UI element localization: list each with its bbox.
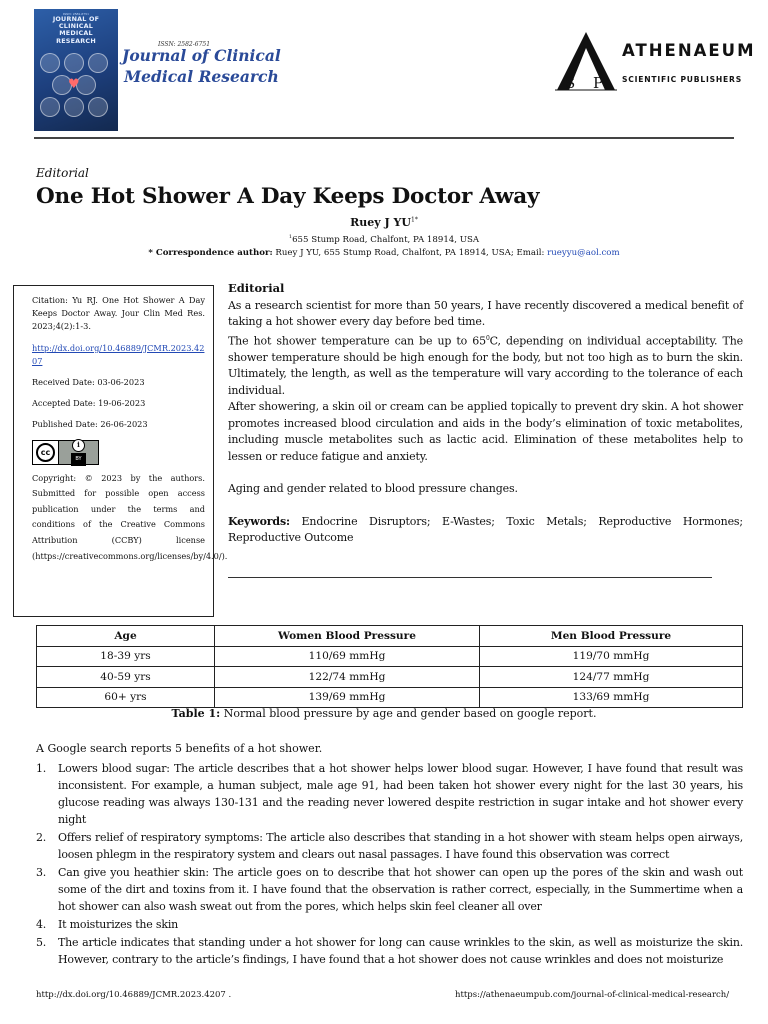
table-row [37,646,743,667]
cover-icon [64,97,84,117]
cover-icon [88,97,108,117]
cover-icon [40,53,60,73]
cover-title [38,16,114,45]
keywords [228,514,743,547]
author-marks: 1* [411,216,418,224]
table-cell: 18-39 yrs [37,646,215,667]
list-item: 4. It moisturizes the skin [36,918,179,931]
by-label: BY [71,453,85,466]
svg-text:P: P [593,74,604,92]
cover-icon [88,53,108,73]
keywords-label: Keywords: [228,514,290,528]
cover-title-line: MEDICAL [59,29,93,38]
cover-title-line: JOURNAL OF [52,15,100,23]
journal-name-line2: Medical Research [124,67,279,86]
cover-title-line: CLINICAL [58,22,94,31]
table-caption-label: Table 1: [171,707,221,720]
benefits-list [36,760,743,969]
list-item: 1. Lowers blood sugar: The article describes that a hot shower helps lower blood sugar. However, I have found that result was inconsistent. For example, a human subject, male age 91, had been taken hot shower every night for the last 30 years, his glucose reading was always 130-131 and the reading never lowered despite restriction in sugar intake and hot shower every night [36,762,743,826]
table-header-row [37,626,743,647]
published-date: Published Date: 26-06-2023 [32,419,148,430]
column-header: Age [37,626,215,647]
column-header: Men Blood Pressure [480,626,743,647]
section-heading: Editorial [228,281,285,295]
cover-icon [64,53,84,73]
correspondence-text: Ruey J YU, 655 Stump Road, Chalfont, PA 18914, USA; Email: [275,248,545,258]
keywords-text: Endocrine Disruptors; E-Wastes; Toxic Metals; Reproductive Hormones; Reproductive Outcome [228,514,743,545]
cc-by-license-icon[interactable] [32,440,99,465]
table-cell: 122/74 mmHg [215,667,480,688]
publisher-subtitle: SCIENTIFIC PUBLISHERS [622,75,742,84]
list-item: 3. Can give you heathier skin: The article goes on to describe that hot shower can open up the pores of the skin and wash out some of the dirt and toxins from it. I have found that the observation is rather correct, especially, in the Summertime when a hot shower can also wash sweat out from the pores, which helps skin feel cleaner all over [36,866,743,913]
footer-doi-link[interactable]: http://dx.doi.org/10.46889/JCMR.2023.4207 . [36,990,232,1000]
table-caption [0,707,768,720]
journal-name [122,45,281,87]
citation: Citation: Yu RJ. One Hot Shower A Day Keeps Doctor Away. Jour Clin Med Res. 2023;4(2):1-3. [32,295,205,332]
table-caption-text: Normal blood pressure by age and gender based on google report. [223,707,597,720]
blood-pressure-table [36,625,743,708]
table-cell: 133/69 mmHg [480,687,743,708]
correspondence-label: * Correspondence author: [148,248,273,258]
received-date: Received Date: 03-06-2023 [32,377,145,388]
author-line [0,216,768,229]
list-item: 5. The article indicates that standing under a hot shower for long can cause wrinkles to the skin, as well as moisturize the skin. However, contrary to the article’s findings, I have found that a hot shower does not cause wrinkles and does not moisturize [36,936,743,966]
paragraph: Aging and gender related to blood pressure changes. [228,482,518,496]
table-cell: 110/69 mmHg [215,646,480,667]
table-cell: 119/70 mmHg [480,646,743,667]
author-name: Ruey J YU [350,216,411,229]
paragraph: The hot shower temperature can be up to $65^0C$, depending on individual acceptability. The shower temperature should be high enough for the body, but not too high as to burn the skin. Ultimately, the length, as well as the temperature will vary according to the tolerance of each individual. [228,334,743,397]
journal-issn: ISSN: 2582-6751 [158,41,211,48]
list-intro: A Google search reports 5 benefits of a hot shower. [36,742,323,755]
table-cell: 40-59 yrs [37,667,215,688]
heart-icon: ♥ [68,77,80,92]
correspondence [0,248,768,258]
table-cell: 139/69 mmHg [215,687,480,708]
publisher-name: ATHENAEUM [622,41,756,60]
athenaeum-logo-icon [553,30,619,92]
correspondence-email-link[interactable]: rueyyu@aol.com [547,248,620,258]
table-row [37,687,743,708]
list-item: 2. Offers relief of respiratory symptoms: The article also describes that standing in a hot shower with steam helps open airways, loosen phlegm in the respiratory system and clears out nasal passages. I have found this observation was correct [36,831,743,861]
cc-icon: cc [36,443,55,462]
svg-text:S: S [565,74,576,92]
journal-name-line1: Journal of Clinical [122,46,281,65]
table-row [37,667,743,688]
cover-issn: ISSN: 2582-6751 [62,12,89,16]
section-divider [228,577,712,578]
cover-title-line: RESEARCH [56,36,96,45]
footer-journal-link[interactable]: https://athenaeumpub.com/journal-of-clinical-medical-research/ [455,990,730,1000]
paragraph: After showering, a skin oil or cream can be applied topically to prevent dry skin. A hot shower promotes increased blood circulation and aids in the body’s elimination of toxic metabolites, including muscle metabolites such as lactic acid. Elimination of these metabolites help to lessen or reduce fatigue and anxiety. [228,400,743,463]
column-header: Women Blood Pressure [215,626,480,647]
article-type: Editorial [36,166,89,180]
accepted-date: Accepted Date: 19-06-2023 [32,398,146,409]
affiliation [0,234,768,245]
editorial-section [228,280,743,547]
table-cell: 60+ yrs [37,687,215,708]
journal-cover-image [34,9,118,131]
affiliation-mark: 1 [288,234,293,240]
affiliation-text: 655 Stump Road, Chalfont, PA 18914, USA [292,234,480,245]
copyright-notice: Copyright: © 2023 by the authors. Submitted for possible open access publication under the terms and conditions of the Creative Commons Attribution (CCBY) license (https://creativecommons.org/licenses/by/4.0/). [32,472,228,561]
article-title: One Hot Shower A Day Keeps Doctor Away [36,184,540,209]
attribution-icon: i [72,439,85,452]
table-cell: 124/77 mmHg [480,667,743,688]
paragraph: As a research scientist for more than 50 years, I have recently discovered a medical benefit of taking a hot shower every day before bed time. [228,298,743,328]
article-info-box [13,285,228,617]
cover-icon [40,97,60,117]
doi-link[interactable]: http://dx.doi.org/10.46889/JCMR.2023.4207 [32,342,205,366]
header-divider [34,137,734,139]
